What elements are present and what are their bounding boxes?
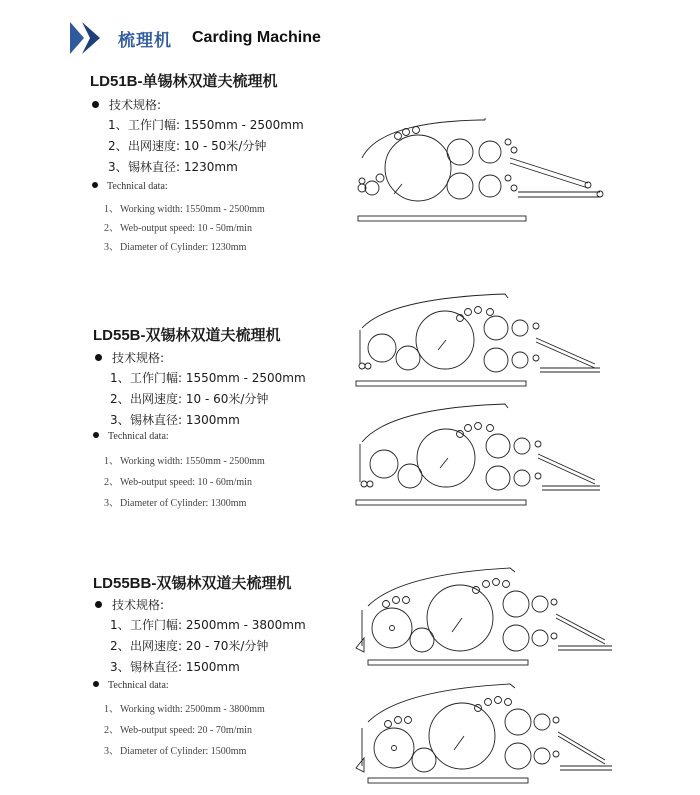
bullet-icon (92, 182, 98, 188)
spec-en-item: 1、Working width: 2500mm - 3800mm (104, 704, 265, 715)
specs-cn-heading: 技术规格: (95, 596, 164, 613)
bullet-icon (93, 681, 99, 687)
bullet-icon (92, 101, 99, 108)
specs-cn-heading: 技术规格: (92, 96, 161, 113)
model-title: LD51B-单锡林双道夫梳理机 (90, 73, 278, 90)
spec-cn-item: 2、出网速度: 10 - 60米/分钟 (110, 392, 269, 406)
header-arrow-icon (70, 22, 106, 54)
bullet-icon (95, 354, 102, 361)
spec-cn-item: 3、锡林直径: 1500mm (110, 660, 240, 674)
machine-diagram-ld55b-a (350, 288, 610, 388)
specs-cn-heading: 技术规格: (95, 349, 164, 366)
spec-cn-item: 2、出网速度: 10 - 50米/分钟 (108, 139, 267, 153)
spec-cn-item: 1、工作门幅: 1550mm - 2500mm (110, 371, 306, 385)
spec-cn-item: 3、锡林直径: 1300mm (110, 413, 240, 427)
bullet-icon (93, 432, 99, 438)
specs-en-heading: Technical data: (93, 431, 169, 442)
spec-en-item: 2、Web-output speed: 20 - 70m/min (104, 725, 252, 736)
machine-diagram-ld55bb-b (350, 676, 620, 788)
spec-en-item: 2、Web-output speed: 10 - 50m/min (104, 223, 252, 234)
spec-en-item: 2、Web-output speed: 10 - 60m/min (104, 477, 252, 488)
machine-diagram-ld55bb-a (350, 560, 620, 672)
page-title-cn: 梳理机 (118, 31, 172, 51)
spec-cn-item: 3、锡林直径: 1230mm (108, 160, 238, 174)
bullet-icon (95, 601, 102, 608)
machine-diagram-ld55b-b (350, 392, 610, 512)
model-title: LD55BB-双锡林双道夫梳理机 (93, 575, 292, 592)
spec-en-item: 1、Working width: 1550mm - 2500mm (104, 204, 265, 215)
spec-en-item: 1、Working width: 1550mm - 2500mm (104, 456, 265, 467)
spec-cn-item: 1、工作门幅: 1550mm - 2500mm (108, 118, 304, 132)
spec-en-item: 3、Diameter of Cylinder: 1300mm (104, 498, 247, 509)
page-title-en: Carding Machine (192, 29, 321, 46)
spec-cn-item: 1、工作门幅: 2500mm - 3800mm (110, 618, 306, 632)
machine-diagram-ld51b (350, 108, 620, 228)
specs-en-heading: Technical data: (93, 680, 169, 691)
spec-cn-item: 2、出网速度: 20 - 70米/分钟 (110, 639, 269, 653)
spec-en-item: 3、Diameter of Cylinder: 1230mm (104, 242, 247, 253)
model-title: LD55B-双锡林双道夫梳理机 (93, 327, 281, 344)
spec-en-item: 3、Diameter of Cylinder: 1500mm (104, 746, 247, 757)
specs-en-heading: Technical data: (92, 181, 168, 192)
